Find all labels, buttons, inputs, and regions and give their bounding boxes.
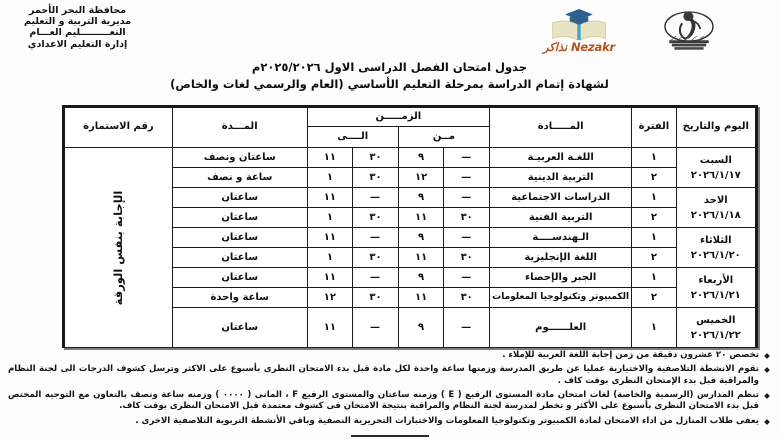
day-date: ٢٠٢٦/١/١٧ [690, 169, 741, 181]
cell-to-minute: ٣٠ [353, 208, 399, 228]
cell-from-hour: ١١ [398, 248, 444, 268]
cell-from-minute: — [444, 188, 490, 208]
cell-subject: العلــــــوم [489, 308, 631, 348]
cell-duration: ساعة و نصف [172, 168, 307, 188]
cell-from-minute: ٣٠ [444, 288, 490, 308]
header-period: الفترة [632, 108, 676, 148]
cell-duration: ساعتان [172, 308, 307, 348]
schedule-table [64, 107, 756, 348]
cell-period: ١ [632, 148, 676, 168]
table-header-row [65, 108, 756, 127]
note-text: تنظم المدارس (الرسمية والخاصة) لغات امتحان مادة المستوى الرفيع ( E ) وزمنه ساعتان والمستوى الرفيع F ، المانى ( ٠٠٠٠ ) وزمنه ساعة ونصف بالتعاون مع التوجيه المختص قبل بدء الامتحان النظرى بأسبوع على الأكثر و تخطر لمدرسة لجنة النظام والمراقبة بنتيجة الامتحان فى كشوف معتمدة قبل الامتحان النظرى بوقت كاف. [8, 390, 759, 412]
cell-to-minute: ٣٠ [353, 248, 399, 268]
org-line-governorate: محافظة البحر الأحمر [28, 5, 127, 16]
cell-subject: التربية الدينية [489, 168, 631, 188]
header-time-group: الزمـــــن [307, 108, 489, 127]
government-emblem-icon [659, 4, 719, 56]
org-line-general-education: التعـــــــــليم العـــام [29, 27, 126, 39]
cell-period: ٢ [632, 168, 676, 188]
cell-to-minute: ٣٠ [353, 288, 399, 308]
cell-subject: التربية الفنية [489, 208, 631, 228]
cell-to-hour: ١١ [307, 268, 353, 288]
cell-period: ٢ [632, 208, 676, 228]
day-date: ٢٠٢٦/١/٢٠ [690, 249, 741, 261]
cell-subject: الكمبيوتر وتكنولوجيا المعلومات [489, 288, 631, 308]
cell-from-hour: ٩ [398, 308, 444, 348]
cell-to-minute: ٣٠ [353, 168, 399, 188]
cell-from-hour: ١١ [398, 288, 444, 308]
cell-duration: ساعتان [172, 188, 307, 208]
cell-from-minute: ٣٠ [444, 208, 490, 228]
cell-from-minute: — [444, 148, 490, 168]
cell-from-hour: ١٢ [398, 168, 444, 188]
nezakr-logo [543, 4, 615, 54]
cell-to-minute: — [353, 228, 399, 248]
cell-from-minute: — [444, 168, 490, 188]
cell-duration: ساعتان [172, 248, 307, 268]
cell-to-hour: ١ [307, 208, 353, 228]
page-title: جدول امتحان الفصل الدراسى الاول ٢٠٢٥/٢٠٢٦م [251, 60, 528, 74]
day-name: الخميس [696, 314, 736, 326]
day-name: الثلاثاء [700, 234, 732, 246]
cell-to-minute: — [353, 188, 399, 208]
header-time-from: مــن [398, 126, 489, 147]
cell-period: ١ [632, 268, 676, 288]
cell-duration: ساعة واحدة [172, 288, 307, 308]
table-body [65, 148, 756, 348]
bullet-icon [764, 368, 770, 374]
cell-subject: اللغة الإنجليزية [489, 248, 631, 268]
cell-to-hour: ١١ [307, 228, 353, 248]
header-time-to: الــــى [307, 126, 398, 147]
cell-from-hour: ٩ [398, 268, 444, 288]
org-line-directorate: مديرية التربية و التعليم [24, 16, 132, 28]
schedule-table-container [62, 105, 758, 348]
cell-from-hour: ٩ [398, 188, 444, 208]
cell-duration: ساعتان [172, 228, 307, 248]
cell-duration: ساعتان [172, 268, 307, 288]
day-name: الاحد [703, 194, 728, 206]
footer-notes [8, 350, 769, 430]
cell-day-date [676, 268, 755, 308]
note-text: تقوم الانشطة التلاصفية والاختيارية عمليا عن طريق المدرسة وزمنها ساعة واحدة لكل مادة قبل بدء الامتحان النظرى بأسبوع على الاكثر وترسل كشوف الدرجات الى لجنة النظام والمراقبة قبل بدء الإمتحان النظرى بوقت كاف . [8, 364, 759, 386]
cell-to-hour: ١١ [307, 188, 353, 208]
cell-day-date [676, 188, 755, 228]
note-item [8, 390, 769, 413]
cell-period: ٢ [632, 288, 676, 308]
organization-block [10, 3, 131, 50]
cell-period: ٢ [632, 248, 676, 268]
cell-from-hour: ٩ [398, 228, 444, 248]
cell-period: ١ [632, 308, 676, 348]
logo-group [543, 3, 771, 56]
day-name: السبت [699, 154, 732, 166]
note-item [8, 364, 769, 387]
cell-form-note [65, 148, 173, 348]
cell-to-hour: ١ [307, 168, 353, 188]
day-date: ٢٠٢٦/١/١٨ [690, 209, 741, 221]
header-subject: المـــــادة [489, 108, 631, 148]
cell-from-hour: ١١ [398, 208, 444, 228]
bullet-icon [764, 353, 770, 359]
graduation-cap-book-icon [548, 4, 610, 42]
cell-to-minute: — [353, 268, 399, 288]
cell-to-minute: ٣٠ [353, 148, 399, 168]
cell-duration: ساعتان ونصف [172, 148, 307, 168]
cell-subject: الجبر والإحصاء [489, 268, 631, 288]
cell-to-hour: ١ [307, 248, 353, 268]
cell-from-minute: — [444, 308, 490, 348]
day-date: ٢٠٢٦/١/٢١ [690, 289, 741, 301]
cell-day-date [676, 308, 755, 348]
cell-from-hour: ٩ [398, 148, 444, 168]
day-date: ٢٠٢٦/١/٢٢ [690, 329, 741, 341]
cell-from-minute: — [444, 228, 490, 248]
header-duration: المـــدة [172, 108, 307, 148]
cell-subject: الدراسات الاجتماعية [489, 188, 631, 208]
header-day-date: اليوم والتاريخ [676, 108, 755, 148]
bullet-icon [764, 393, 770, 399]
org-line-prep-administration: إدارة التعليم الاعدادي [27, 38, 128, 50]
note-text: يعفى طلاب المنازل من اداء الامتحان لمادة الكمبيوتر وتكنولوجيا المعلومات والاختبارات التحريرية النصفية وباقي الأنشطة التربوية التلاصفية الاخرى . [135, 415, 759, 426]
cell-period: ١ [632, 228, 676, 248]
cell-to-minute: — [353, 308, 399, 348]
cell-to-hour: ١١ [307, 308, 353, 348]
cell-to-hour: ١٢ [307, 288, 353, 308]
note-text: تخصص ٢٠ عشرون دقيقة من زمن إجابة اللغة العربية للإملاء . [502, 350, 759, 360]
table-row [65, 148, 756, 168]
cell-from-minute: — [444, 268, 490, 288]
cell-period: ١ [632, 188, 676, 208]
nezakr-wordmark: Nezakr نذاكر [542, 40, 615, 54]
page-subtitle: لشهادة إتمام الدراسة بمرحلة التعليم الأساسي (العام والرسمي لغات والخاص) [170, 77, 609, 91]
day-name: الأربعاء [698, 274, 734, 286]
cell-day-date [676, 228, 755, 268]
note-item [8, 416, 769, 427]
note-item [8, 350, 769, 361]
bullet-icon [764, 419, 770, 425]
document-titles [0, 60, 779, 91]
form-note-text: الإجابة بنفس الورقة [111, 190, 126, 305]
cell-from-minute: ٣٠ [444, 248, 490, 268]
page-header [0, 0, 779, 58]
cell-subject: الـهندســــة [489, 228, 631, 248]
cell-day-date [676, 148, 755, 188]
footer-rule [351, 435, 429, 437]
cell-to-hour: ١١ [307, 148, 353, 168]
cell-subject: اللغـة العربيـة [489, 148, 631, 168]
cell-duration: ساعتان [172, 208, 307, 228]
header-form-number: رقم الاستمارة [65, 108, 173, 148]
